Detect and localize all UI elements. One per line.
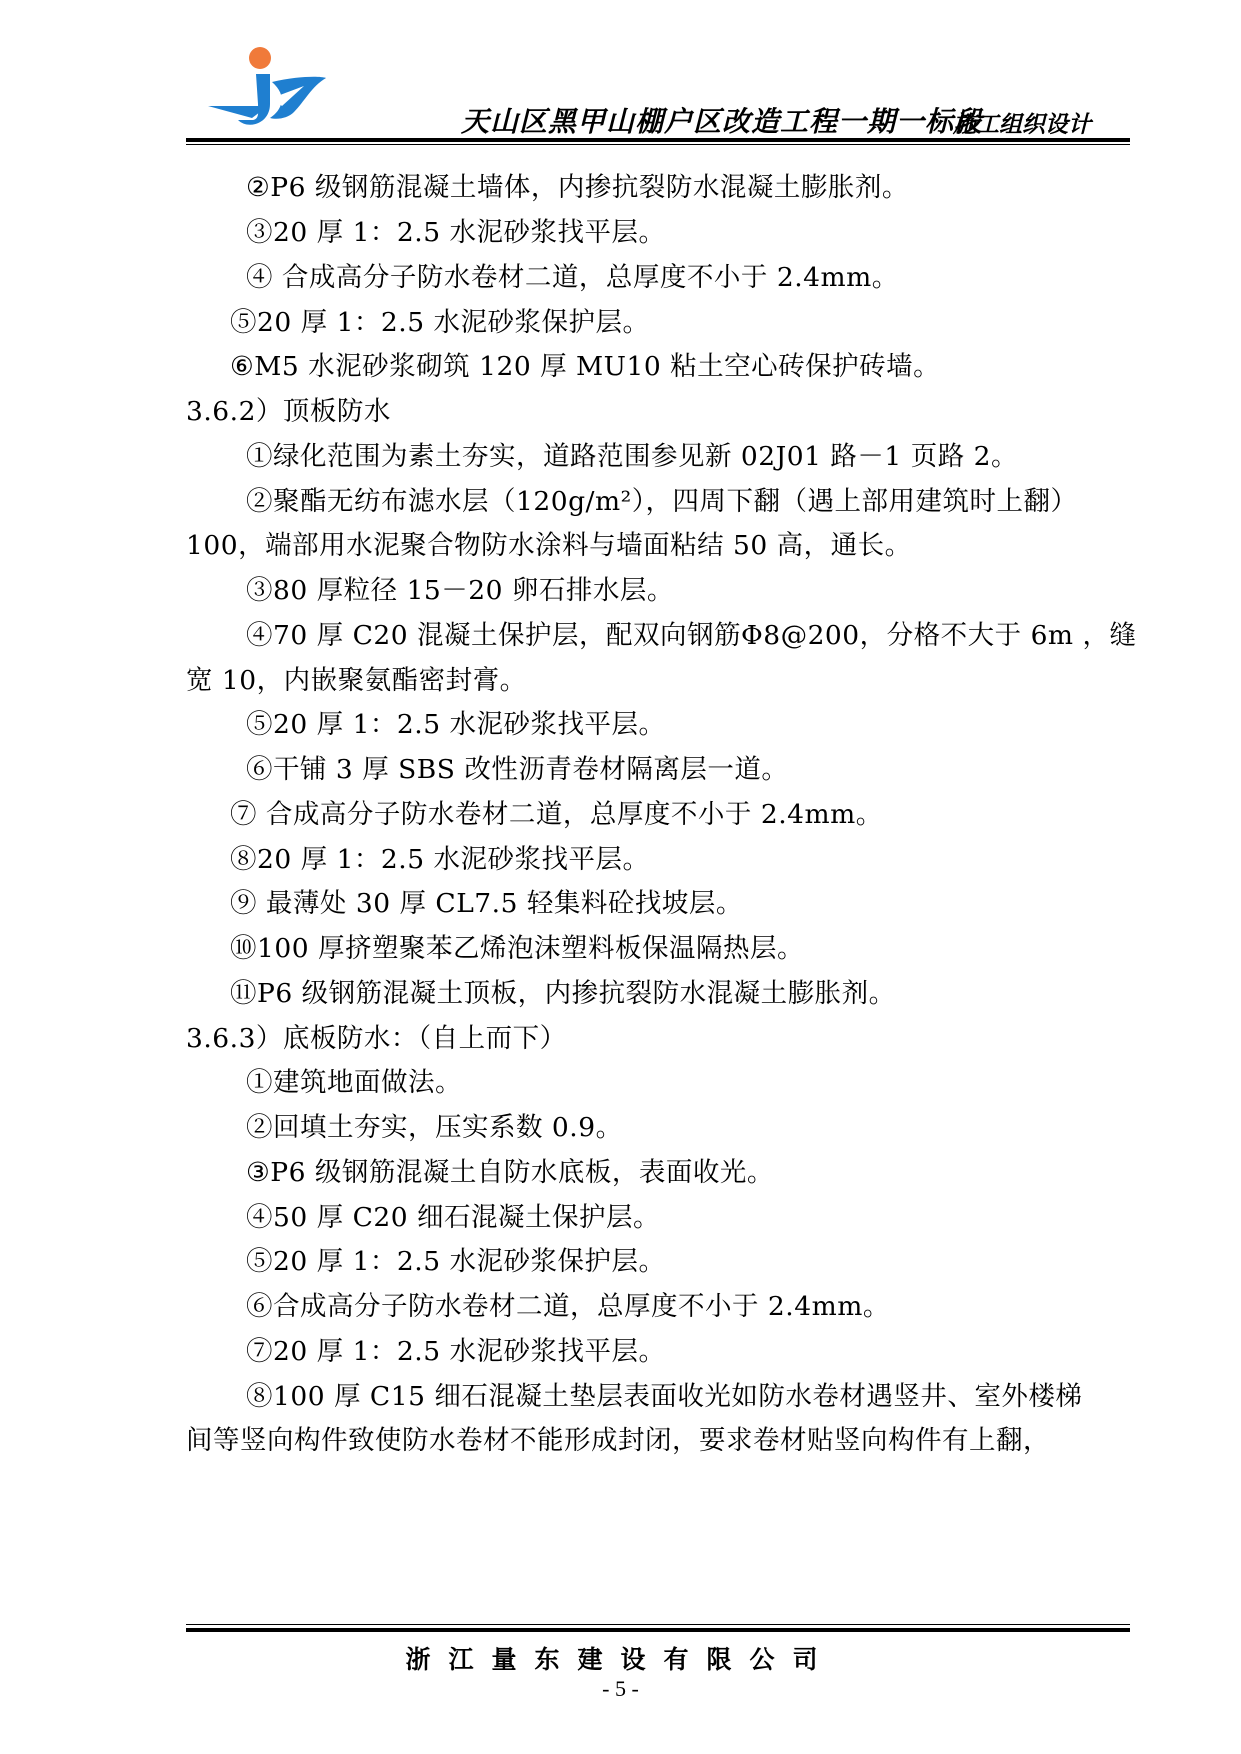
text-line: ⑦ 合成高分子防水卷材二道，总厚度不小于 2.4mm。 xyxy=(230,799,883,830)
header-subtitle: 施工组织设计 xyxy=(953,112,1091,138)
text-line: ⑤20 厚 1：2.5 水泥砂浆保护层。 xyxy=(230,307,650,338)
text-line: 间等竖向构件致使防水卷材不能形成封闭，要求卷材贴竖向构件有上翻， xyxy=(186,1425,1050,1456)
header-title: 天山区黑甲山棚户区改造工程一期一标段 xyxy=(460,105,983,138)
text-line: ③P6 级钢筋混凝土自防水底板，表面收光。 xyxy=(246,1157,774,1188)
text-line: ⑤20 厚 1：2.5 水泥砂浆保护层。 xyxy=(246,1246,666,1277)
text-line: ②P6 级钢筋混凝土墙体，内掺抗裂防水混凝土膨胀剂。 xyxy=(246,172,909,203)
text-line: ②聚酯无纺布滤水层（120g/m²），四周下翻（遇上部用建筑时上翻） xyxy=(246,486,1078,517)
footer-rule-thick xyxy=(186,1628,1130,1632)
text-line: ⑨ 最薄处 30 厚 CL7.5 轻集料砼找坡层。 xyxy=(230,888,743,919)
text-line: ④70 厚 C20 混凝土保护层，配双向钢筋Φ8@200，分格不大于 6m ，缝 xyxy=(246,620,1137,651)
footer-company-name: 浙江量东建设有限公司 xyxy=(405,1645,836,1674)
text-line: ⑤20 厚 1：2.5 水泥砂浆找平层。 xyxy=(246,709,666,740)
text-line: 100，端部用水泥聚合物防水涂料与墙面粘结 50 高，通长。 xyxy=(186,530,912,561)
text-line: ②回填土夯实，压实系数 0.9。 xyxy=(246,1112,623,1143)
footer-rule-thin xyxy=(186,1624,1130,1625)
company-logo xyxy=(208,46,348,138)
text-line: ①建筑地面做法。 xyxy=(246,1067,462,1098)
page-number: - 5 - xyxy=(602,1676,639,1701)
text-line: ⑦20 厚 1：2.5 水泥砂浆找平层。 xyxy=(246,1336,666,1367)
text-line: ④ 合成高分子防水卷材二道，总厚度不小于 2.4mm。 xyxy=(246,262,899,293)
text-line: ③80 厚粒径 15－20 卵石排水层。 xyxy=(246,575,674,606)
header-rule-thick xyxy=(186,138,1130,142)
text-line: ⑥M5 水泥砂浆砌筑 120 厚 MU10 粘土空心砖保护砖墙。 xyxy=(230,351,941,382)
text-line: ④50 厚 C20 细石混凝土保护层。 xyxy=(246,1202,660,1233)
text-line: ⑥干铺 3 厚 SBS 改性沥青卷材隔离层一道。 xyxy=(246,754,789,785)
section-heading: 3.6.2）顶板防水 xyxy=(186,396,391,427)
section-heading: 3.6.3）底板防水：（自上而下） xyxy=(186,1023,567,1054)
header-rule-thin xyxy=(186,144,1130,145)
text-line: ⑪P6 级钢筋混凝土顶板，内掺抗裂防水混凝土膨胀剂。 xyxy=(230,978,896,1009)
text-line: ⑧100 厚 C15 细石混凝土垫层表面收光如防水卷材遇竖井、室外楼梯 xyxy=(246,1381,1083,1412)
text-line: ①绿化范围为素土夯实，道路范围参见新 02J01 路－1 页路 2。 xyxy=(246,441,1018,472)
text-line: ③20 厚 1：2.5 水泥砂浆找平层。 xyxy=(246,217,666,248)
text-line: 宽 10，内嵌聚氨酯密封膏。 xyxy=(186,665,527,696)
text-line: ⑥合成高分子防水卷材二道，总厚度不小于 2.4mm。 xyxy=(246,1291,890,1322)
text-line: ⑧20 厚 1：2.5 水泥砂浆找平层。 xyxy=(230,844,650,875)
text-line: ⑩100 厚挤塑聚苯乙烯泡沫塑料板保温隔热层。 xyxy=(230,933,805,964)
